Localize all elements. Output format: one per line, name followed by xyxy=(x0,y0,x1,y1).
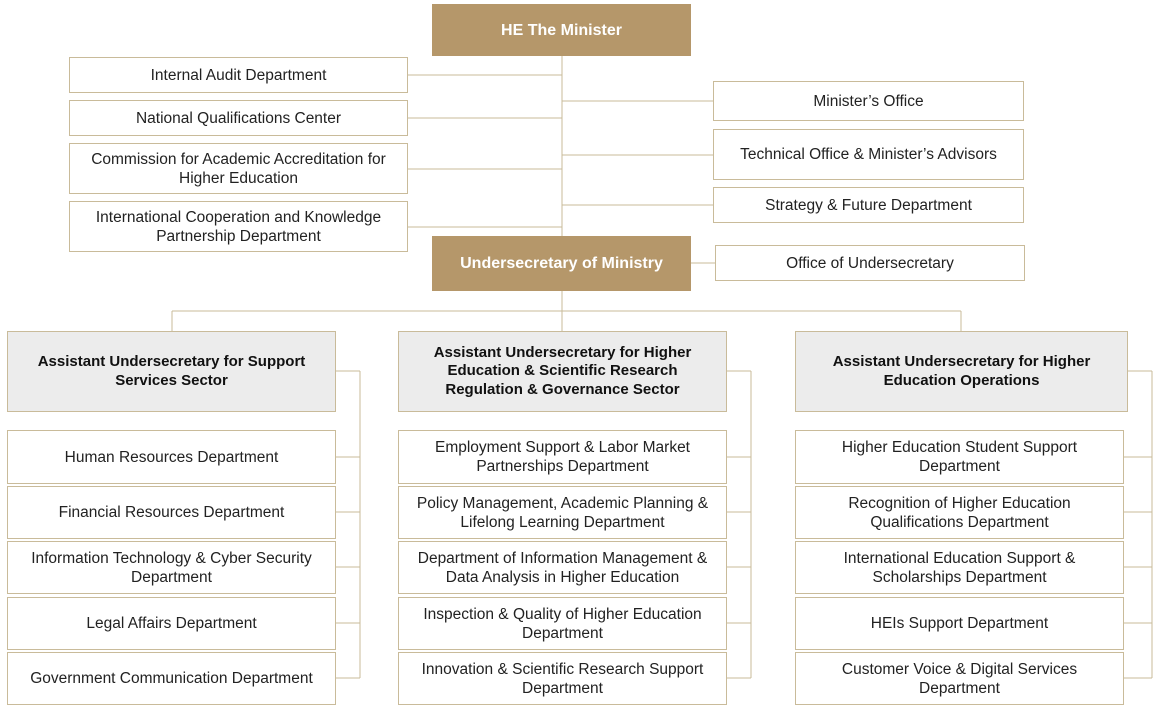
accreditation-commission-box: Commission for Academic Accreditation for Higher Education xyxy=(69,143,408,194)
dept-customer-voice: Customer Voice & Digital Services Department xyxy=(795,652,1124,705)
qualifications-center-box: National Qualifications Center xyxy=(69,100,408,136)
dept-human-resources: Human Resources Department xyxy=(7,430,336,484)
strategy-future-box: Strategy & Future Department xyxy=(713,187,1024,223)
dept-it-cyber: Information Technology & Cyber Security Department xyxy=(7,541,336,594)
minister-box: HE The Minister xyxy=(432,4,691,56)
dept-policy-management: Policy Management, Academic Planning & Lifelong Learning Department xyxy=(398,486,727,539)
dept-financial-resources: Financial Resources Department xyxy=(7,486,336,539)
internal-audit-box: Internal Audit Department xyxy=(69,57,408,93)
dept-government-communication: Government Communication Department xyxy=(7,652,336,705)
dept-employment-support: Employment Support & Labor Market Partnerships Department xyxy=(398,430,727,484)
dept-qualification-recognition: Recognition of Higher Education Qualifications Department xyxy=(795,486,1124,539)
undersecretary-box: Undersecretary of Ministry xyxy=(432,236,691,291)
undersecretary-office-box: Office of Undersecretary xyxy=(715,245,1025,281)
international-cooperation-box: International Cooperation and Knowledge Partnership Department xyxy=(69,201,408,252)
dept-information-management: Department of Information Management & Data Analysis in Higher Education xyxy=(398,541,727,594)
dept-inspection-quality: Inspection & Quality of Higher Education Department xyxy=(398,597,727,650)
ministers-office-box: Minister’s Office xyxy=(713,81,1024,121)
dept-student-support: Higher Education Student Support Department xyxy=(795,430,1124,484)
sector-regulation-governance: Assistant Undersecretary for Higher Education & Scientific Research Regulation & Governance Sector xyxy=(398,331,727,412)
technical-office-box: Technical Office & Minister’s Advisors xyxy=(713,129,1024,180)
dept-legal-affairs: Legal Affairs Department xyxy=(7,597,336,650)
dept-international-education: International Education Support & Scholarships Department xyxy=(795,541,1124,594)
dept-innovation-research: Innovation & Scientific Research Support Department xyxy=(398,652,727,705)
sector-higher-education-operations: Assistant Undersecretary for Higher Education Operations xyxy=(795,331,1128,412)
dept-heis-support: HEIs Support Department xyxy=(795,597,1124,650)
sector-support-services: Assistant Undersecretary for Support Services Sector xyxy=(7,331,336,412)
